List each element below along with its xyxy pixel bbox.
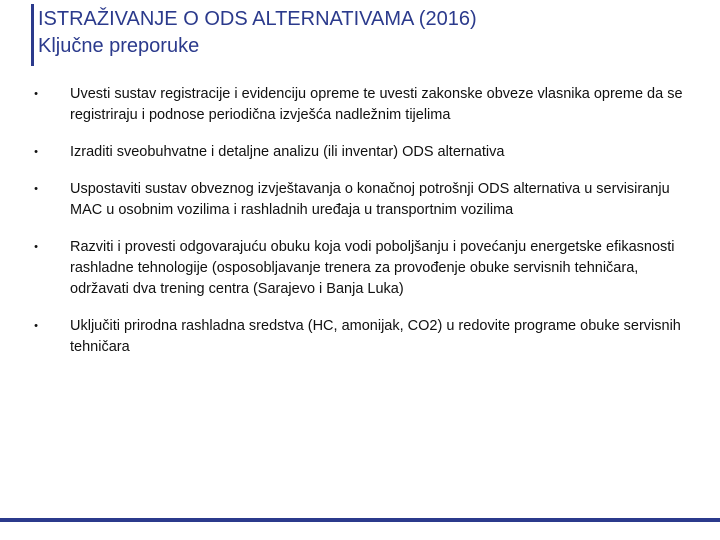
list-item (30, 237, 690, 300)
list-item (30, 84, 690, 126)
list-item-text: Razviti i provesti odgovarajuću obuku koja vodi poboljšanju i povećanju energetske efikasnosti rashladne tehnologije (osposobljavanje trenera za provođenje obuke servisnih tehničara, održavati dva trening centra (Sarajevo i Banja Luka) (70, 239, 675, 297)
title-accent-bar (31, 4, 34, 66)
list-item-text: Uključiti prirodna rashladna sredstva (HC, amonijak, CO2) u redovite programe obuke servisnih tehničara (70, 318, 681, 355)
bottom-divider (0, 518, 720, 522)
bullet-icon: • (34, 241, 38, 253)
list-item (30, 179, 690, 221)
list-item (30, 142, 690, 163)
title-line-main: ISTRAŽIVANJE O ODS ALTERNATIVAMA (2016) (38, 8, 477, 30)
bullet-icon: • (34, 88, 38, 100)
bullet-icon: • (34, 183, 38, 195)
bullet-icon: • (34, 320, 38, 332)
list-item (30, 316, 690, 358)
slide-title (38, 6, 477, 60)
list-item-text: Uspostaviti sustav obveznog izvještavanja o konačnoj potrošnji ODS alternativa u servisiranju MAC u osobnim vozilima i rashladnih uređaja u transportnim vozilima (70, 181, 670, 218)
recommendations-list (30, 84, 690, 374)
bullet-icon: • (34, 146, 38, 158)
list-item-text: Uvesti sustav registracije i evidenciju opreme te uvesti zakonske obveze vlasnika opreme da se registriraju i podnose periodična izvješća nadležnim tijelima (70, 86, 683, 123)
title-line-subtitle: Ključne preporuke (38, 35, 200, 57)
list-item-text: Izraditi sveobuhvatne i detaljne analizu (ili inventar) ODS alternativa (70, 144, 505, 160)
